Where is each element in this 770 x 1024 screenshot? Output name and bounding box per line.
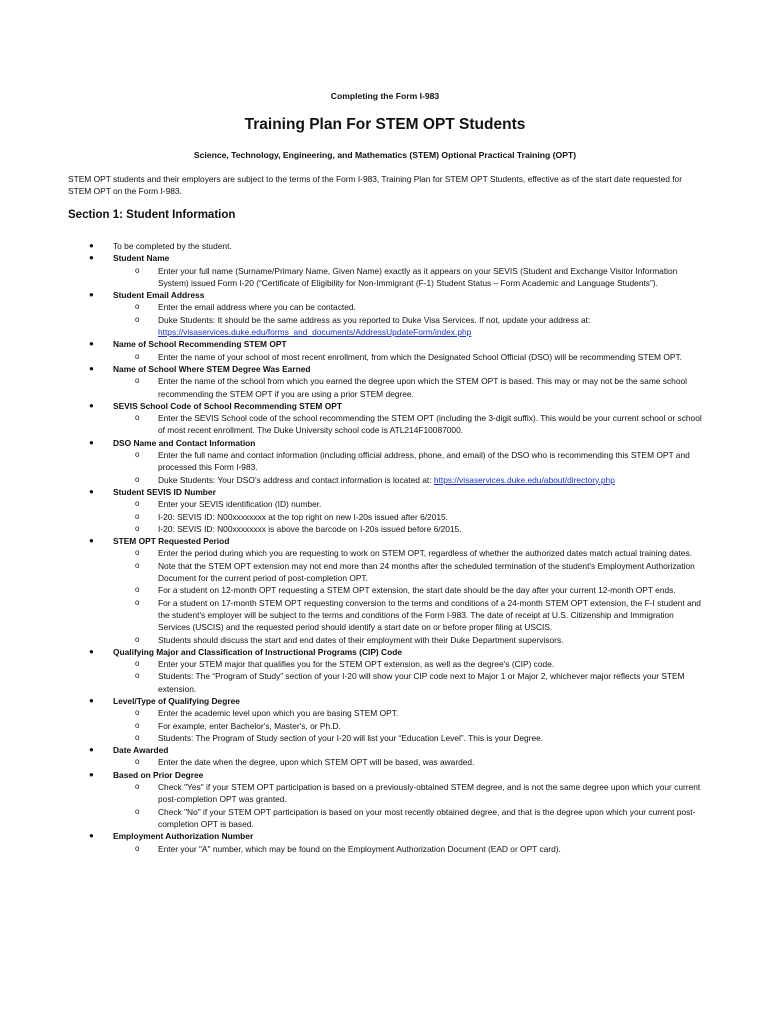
- sub-list: [113, 265, 708, 290]
- list-item: [68, 338, 708, 363]
- sub-item-text: Check "No" if your STEM OPT participation is based on your most recently obtained degree, and that is the degree upon which your current post-completion OPT is based.: [158, 806, 696, 829]
- list-item-label: Level/Type of Qualifying Degree: [113, 695, 240, 706]
- sub-list-item: [113, 547, 708, 559]
- sub-item-text: Check "Yes" if your STEM OPT participation is based on a previously-obtained STEM degree, and is not the same degree upon which your current post-completion OPT was granted.: [158, 782, 701, 805]
- sub-item-text: Enter your SEVIS identification (ID) number.: [158, 499, 322, 510]
- sub-item-text: Enter the SEVIS School code of the school recommending the STEM OPT (including the 3-digit suffix). This would be your current school or school of most recent enrollment. The Duke University school code is ATL214F10087000.: [158, 413, 702, 436]
- sub-list-item: [113, 843, 708, 855]
- sub-item-text: For a student on 17-month STEM OPT requesting conversion to the terms and conditions of a 24-month STEM OPT extension, the F-I student and the student's employer will be subject to the terms and conditions of the Form I-983. The date of receipt at U.S. Citizenship and Immigration Services (USCIS) and the requested period should identify a start date on or before proper filing at USCIS.: [158, 597, 701, 633]
- sub-list-item: [113, 511, 708, 523]
- sub-item-text: Students: The Program of Study section of your I-20 will list your “Education Level”. This is your Degree.: [158, 732, 544, 743]
- list-item-label: Student Name: [113, 253, 170, 264]
- list-item-label: SEVIS School Code of School Recommending STEM OPT: [113, 400, 342, 411]
- sub-list-item: [113, 707, 708, 719]
- intro-paragraph: STEM OPT students and their employers are subject to the terms of the Form I-983, Training Plan for STEM OPT Students, effective as of the start date requested for STEM OPT on the Form I-983.: [68, 174, 682, 197]
- sub-item-text: Note that the STEM OPT extension may not end more than 24 months after the scheduled termination of the student's Employment Authorization Document for the current period of post-completion OPT.: [158, 560, 695, 584]
- sub-item-text: Enter your STEM major that qualifies you for the STEM OPT extension, as well as the degree's (CIP) code.: [158, 659, 555, 670]
- sub-item-text: Enter the academic level upon which you are basing STEM OPT.: [158, 708, 399, 719]
- sub-list-item: [113, 781, 708, 806]
- sub-list: [113, 375, 708, 400]
- sub-list: [113, 707, 708, 744]
- sub-item-text: Enter the name of your school of most recent enrollment, from which the Designated School Official (DSO) will be recommending STEM OPT.: [158, 351, 682, 362]
- sub-list-item: [113, 670, 708, 695]
- section-heading: Section 1: Student Information: [68, 209, 236, 221]
- sub-list-item: [113, 351, 708, 363]
- list-item: [68, 744, 708, 769]
- list-item: [68, 646, 708, 695]
- bullet-icon: ●: [89, 253, 94, 263]
- bullet-icon: ●: [89, 536, 94, 546]
- circle-bullet-icon: o: [135, 560, 140, 570]
- bullet-icon: ●: [89, 769, 94, 779]
- bullet-icon: ●: [89, 745, 94, 755]
- list-item: [68, 535, 708, 646]
- sub-item-text: Enter the date when the degree, upon which STEM OPT will be based, was awarded.: [158, 757, 475, 768]
- circle-bullet-icon: o: [135, 671, 140, 681]
- sub-list: [113, 449, 708, 486]
- sub-list-item: [113, 375, 708, 400]
- list-item: [68, 252, 708, 289]
- circle-bullet-icon: o: [135, 720, 140, 730]
- bullet-icon: ●: [89, 400, 94, 410]
- sub-list-item: [113, 560, 708, 585]
- list-item-label: To be completed by the student.: [113, 241, 232, 251]
- sub-list-item: [113, 265, 708, 290]
- sub-list-item: [113, 523, 708, 535]
- sub-item-text: Duke Students: Your DSO’s address and contact information is located at:: [158, 474, 432, 485]
- circle-bullet-icon: o: [135, 597, 140, 607]
- bullet-icon: ●: [89, 486, 94, 496]
- sub-list-item: [113, 634, 708, 646]
- sub-list: [113, 498, 708, 535]
- bullet-icon: ●: [89, 290, 94, 300]
- sub-list: [113, 658, 708, 695]
- document-title: Training Plan For STEM OPT Students: [244, 116, 526, 133]
- sub-item-text: Enter the name of the school from which you earned the degree upon which the STEM OPT is based. This may or may not be the same school recommending the STEM OPT if you are using a prior STEM degree.: [158, 376, 687, 399]
- circle-bullet-icon: o: [135, 757, 140, 767]
- bullet-icon: ●: [89, 695, 94, 705]
- bullet-icon: ●: [89, 437, 94, 447]
- circle-bullet-icon: o: [135, 265, 140, 275]
- circle-bullet-icon: o: [135, 351, 140, 361]
- circle-bullet-icon: o: [135, 523, 140, 533]
- sub-item-text: Students: The “Program of Study” section of your I-20 will show your CIP code next to Major 1 or Major 2, whichever major reflects your STEM extension.: [158, 671, 685, 694]
- circle-bullet-icon: o: [135, 511, 140, 521]
- sub-list: [113, 412, 708, 437]
- circle-bullet-icon: o: [135, 585, 140, 595]
- circle-bullet-icon: o: [135, 843, 140, 853]
- sub-list-item: [113, 806, 708, 831]
- sub-list-item: [113, 732, 708, 744]
- list-item-label: Date Awarded: [113, 745, 169, 756]
- list-item: [68, 289, 708, 338]
- circle-bullet-icon: o: [135, 732, 140, 742]
- list-item-label: Student SEVIS ID Number: [113, 486, 216, 497]
- list-item: [68, 769, 708, 830]
- sub-item-text: Enter the period during which you are requesting to work on STEM OPT, regardless of whether the authorized dates match actual training dates.: [158, 548, 692, 559]
- list-item-label: Employment Authorization Number: [113, 831, 254, 842]
- circle-bullet-icon: o: [135, 782, 140, 792]
- bullet-icon: ●: [89, 646, 94, 656]
- sub-list-item: [113, 301, 708, 313]
- bullet-icon: ●: [89, 339, 94, 349]
- sub-item-text: Students should discuss the start and end dates of their employment with their Duke Department supervisors.: [158, 634, 564, 645]
- sub-list: [113, 547, 708, 645]
- list-item-label: Name of School Where STEM Degree Was Earned: [113, 363, 311, 374]
- list-item-label: Name of School Recommending STEM OPT: [113, 339, 287, 350]
- sub-item-text: I-20: SEVIS ID: N00xxxxxxxx is above the barcode on I-20s issued before 6/2015.: [158, 523, 462, 534]
- sub-item-text: Duke Students: It should be the same address as you reported to Duke Visa Services. If not, update your address at:: [158, 314, 591, 325]
- list-item: [68, 363, 708, 400]
- url-link[interactable]: https://visaservices.duke.edu/about/directory.php: [433, 474, 615, 485]
- circle-bullet-icon: o: [135, 806, 140, 816]
- list-item: [68, 695, 708, 744]
- circle-bullet-icon: o: [135, 659, 140, 669]
- list-item-label: Based on Prior Degree: [113, 769, 204, 780]
- sub-list-item: [113, 449, 708, 474]
- list-item: [68, 437, 708, 486]
- list-item-label: Qualifying Major and Classification of Instructional Programs (CIP) Code: [113, 646, 402, 657]
- sub-list: [113, 301, 708, 338]
- url-link[interactable]: https://visaservices.duke.edu/forms_and_documents/AddressUpdateForm/index.php: [158, 327, 472, 338]
- sub-list-item: [113, 658, 708, 670]
- circle-bullet-icon: o: [135, 499, 140, 509]
- sub-list-item: [113, 584, 708, 596]
- student-information-list: [68, 240, 708, 855]
- bullet-icon: ●: [89, 363, 94, 373]
- list-item: [68, 240, 708, 252]
- sub-item-text: For a student on 12-month OPT requesting a STEM OPT extension, the start date should be the day after your current 12-month OPT ends.: [158, 585, 676, 596]
- bullet-icon: ●: [89, 241, 94, 250]
- circle-bullet-icon: o: [135, 474, 140, 484]
- sub-item-text: For example, enter Bachelor's, Master's, or Ph.D.: [158, 720, 341, 731]
- sub-list: [113, 756, 708, 768]
- sub-list-item: [113, 314, 708, 339]
- sub-item-text: Enter your full name (Surname/Primary Name, Given Name) exactly as it appears on your SEVIS (Student and Exchange Visitor Information System) issued Form I-20 (“Certificate of Eligibility for Non-Immigrant (F-1) Student Status – Form Academic and Language Students”).: [158, 265, 678, 288]
- list-item-label: DSO Name and Contact Information: [113, 437, 256, 448]
- sub-list-item: [113, 498, 708, 510]
- list-item: [68, 486, 708, 535]
- sub-item-text: Enter your "A" number, which may be found on the Employment Authorization Document (EAD or OPT card).: [158, 843, 561, 854]
- sub-list-item: [113, 756, 708, 768]
- circle-bullet-icon: o: [135, 413, 140, 423]
- document-subtitle: Science, Technology, Engineering, and Mathematics (STEM) Optional Practical Training (OPT): [193, 150, 577, 160]
- sub-item-text: I-20: SEVIS ID: N00xxxxxxxx at the top right on new I-20s issued after 6/2015.: [158, 511, 449, 522]
- circle-bullet-icon: o: [135, 548, 140, 558]
- circle-bullet-icon: o: [135, 634, 140, 644]
- sub-list-item: [113, 597, 708, 634]
- sub-item-text: Enter the full name and contact information (including official address, phone, and email) of the DSO who is recommending this STEM OPT and processed this Form I-983.: [158, 450, 690, 473]
- bullet-icon: ●: [89, 831, 94, 841]
- sub-list-item: [113, 412, 708, 437]
- circle-bullet-icon: o: [135, 376, 140, 386]
- sub-list-item: [113, 720, 708, 732]
- document-kicker: Completing the Form I-983: [330, 91, 440, 101]
- circle-bullet-icon: o: [135, 450, 140, 460]
- list-item-label: STEM OPT Requested Period: [113, 536, 230, 547]
- sub-list: [113, 781, 708, 830]
- circle-bullet-icon: o: [135, 708, 140, 718]
- sub-list: [113, 351, 708, 363]
- sub-item-text: Enter the email address where you can be contacted.: [158, 302, 356, 313]
- circle-bullet-icon: o: [135, 314, 140, 324]
- sub-list: [113, 843, 708, 855]
- circle-bullet-icon: o: [135, 302, 140, 312]
- list-item: [68, 400, 708, 437]
- list-item-label: Student Email Address: [113, 290, 205, 301]
- list-item: [68, 830, 708, 855]
- sub-list-item: [113, 474, 708, 486]
